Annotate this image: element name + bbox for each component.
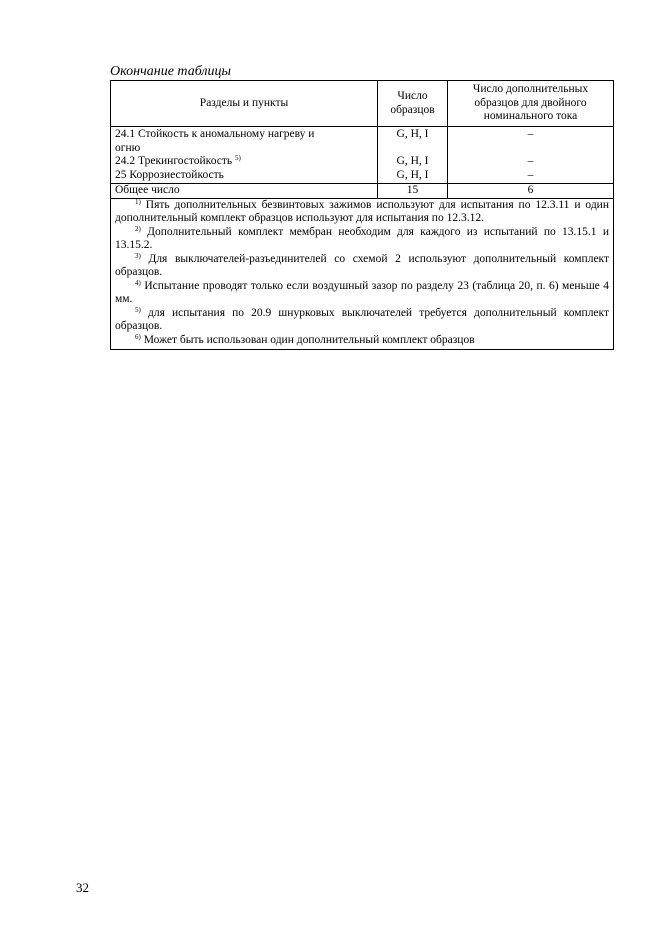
footnote-1 (115, 199, 609, 226)
total-samples: 15 (378, 184, 448, 199)
footnote-5 (115, 307, 609, 334)
row-25: 25 Коррозиестойкость (115, 168, 224, 181)
footnote-6-mark: 6) (135, 332, 141, 341)
footnote-4-text: Испытание проводят только если воздушный зазор по разделу 23 (таблица 20, п. 6) меньше 4 мм. (115, 279, 610, 305)
footnote-5-text: для испытания по 20.9 шнурковых выключателей требуется дополнительный комплект образцов. (115, 306, 609, 332)
footnote-3-mark: 3) (135, 251, 141, 260)
table-header-row (111, 81, 614, 127)
row-24-1-line2: огню (115, 141, 141, 154)
header-samples: Число образцов (378, 81, 448, 127)
footnote-2-mark: 2) (135, 224, 141, 233)
table-body-row (111, 127, 614, 184)
footnote-6-text: Может быть использован один дополнительный комплект образцов (143, 333, 475, 346)
footnote-4 (115, 280, 609, 307)
row-24-1-additional: – (527, 128, 534, 140)
row-24-1-samples: G, H, I (396, 128, 429, 140)
table-caption: Окончание таблицы (110, 64, 231, 79)
header-additional: Число дополнительных образцов для двойного номинального тока (448, 81, 614, 127)
footnote-1-mark: 1) (135, 197, 141, 206)
footnote-3 (115, 253, 609, 280)
samples-cell (378, 127, 448, 184)
total-additional: 6 (448, 184, 614, 199)
footnote-1-text: Пять дополнительных безвинтовых зажимов используют для испытания по 12.3.11 и один дополнительный комплект образцов используют для испытания по 12.3.12. (115, 198, 609, 224)
total-label: Общее число (111, 184, 378, 199)
row-24-2-footnote-mark: 5) (234, 154, 241, 162)
footnote-2-text: Дополнительный комплект мембран необходим для каждого из испытаний по 13.15.1 и 13.15.2. (115, 225, 610, 251)
footnote-3-text: Для выключателей-разъединителей со схемой 2 используют дополнительный комплект образцов. (115, 252, 610, 278)
row-24-2 (115, 155, 373, 169)
row-25-samples: G, H, I (396, 168, 429, 181)
specimens-table (110, 80, 614, 350)
page-number: 32 (76, 880, 89, 895)
header-sections: Разделы и пункты (111, 81, 378, 127)
footnotes-cell (111, 198, 614, 350)
footnote-4-mark: 4) (135, 278, 141, 287)
footnote-6 (115, 334, 609, 348)
footnote-5-mark: 5) (135, 305, 141, 314)
footnote-2 (115, 226, 609, 253)
row-24-1-line1: 24.1 Стойкость к аномальному нагреву и (115, 128, 315, 140)
row-24-2-samples: G, H, I (396, 155, 429, 167)
row-24-2-label: 24.2 Трекингостойкость (115, 155, 233, 167)
footnotes-row (111, 198, 614, 350)
sections-cell (111, 127, 378, 184)
additional-cell (448, 127, 614, 184)
total-row (111, 184, 614, 199)
row-24-2-additional: – (527, 155, 534, 167)
row-25-additional: – (527, 168, 534, 181)
